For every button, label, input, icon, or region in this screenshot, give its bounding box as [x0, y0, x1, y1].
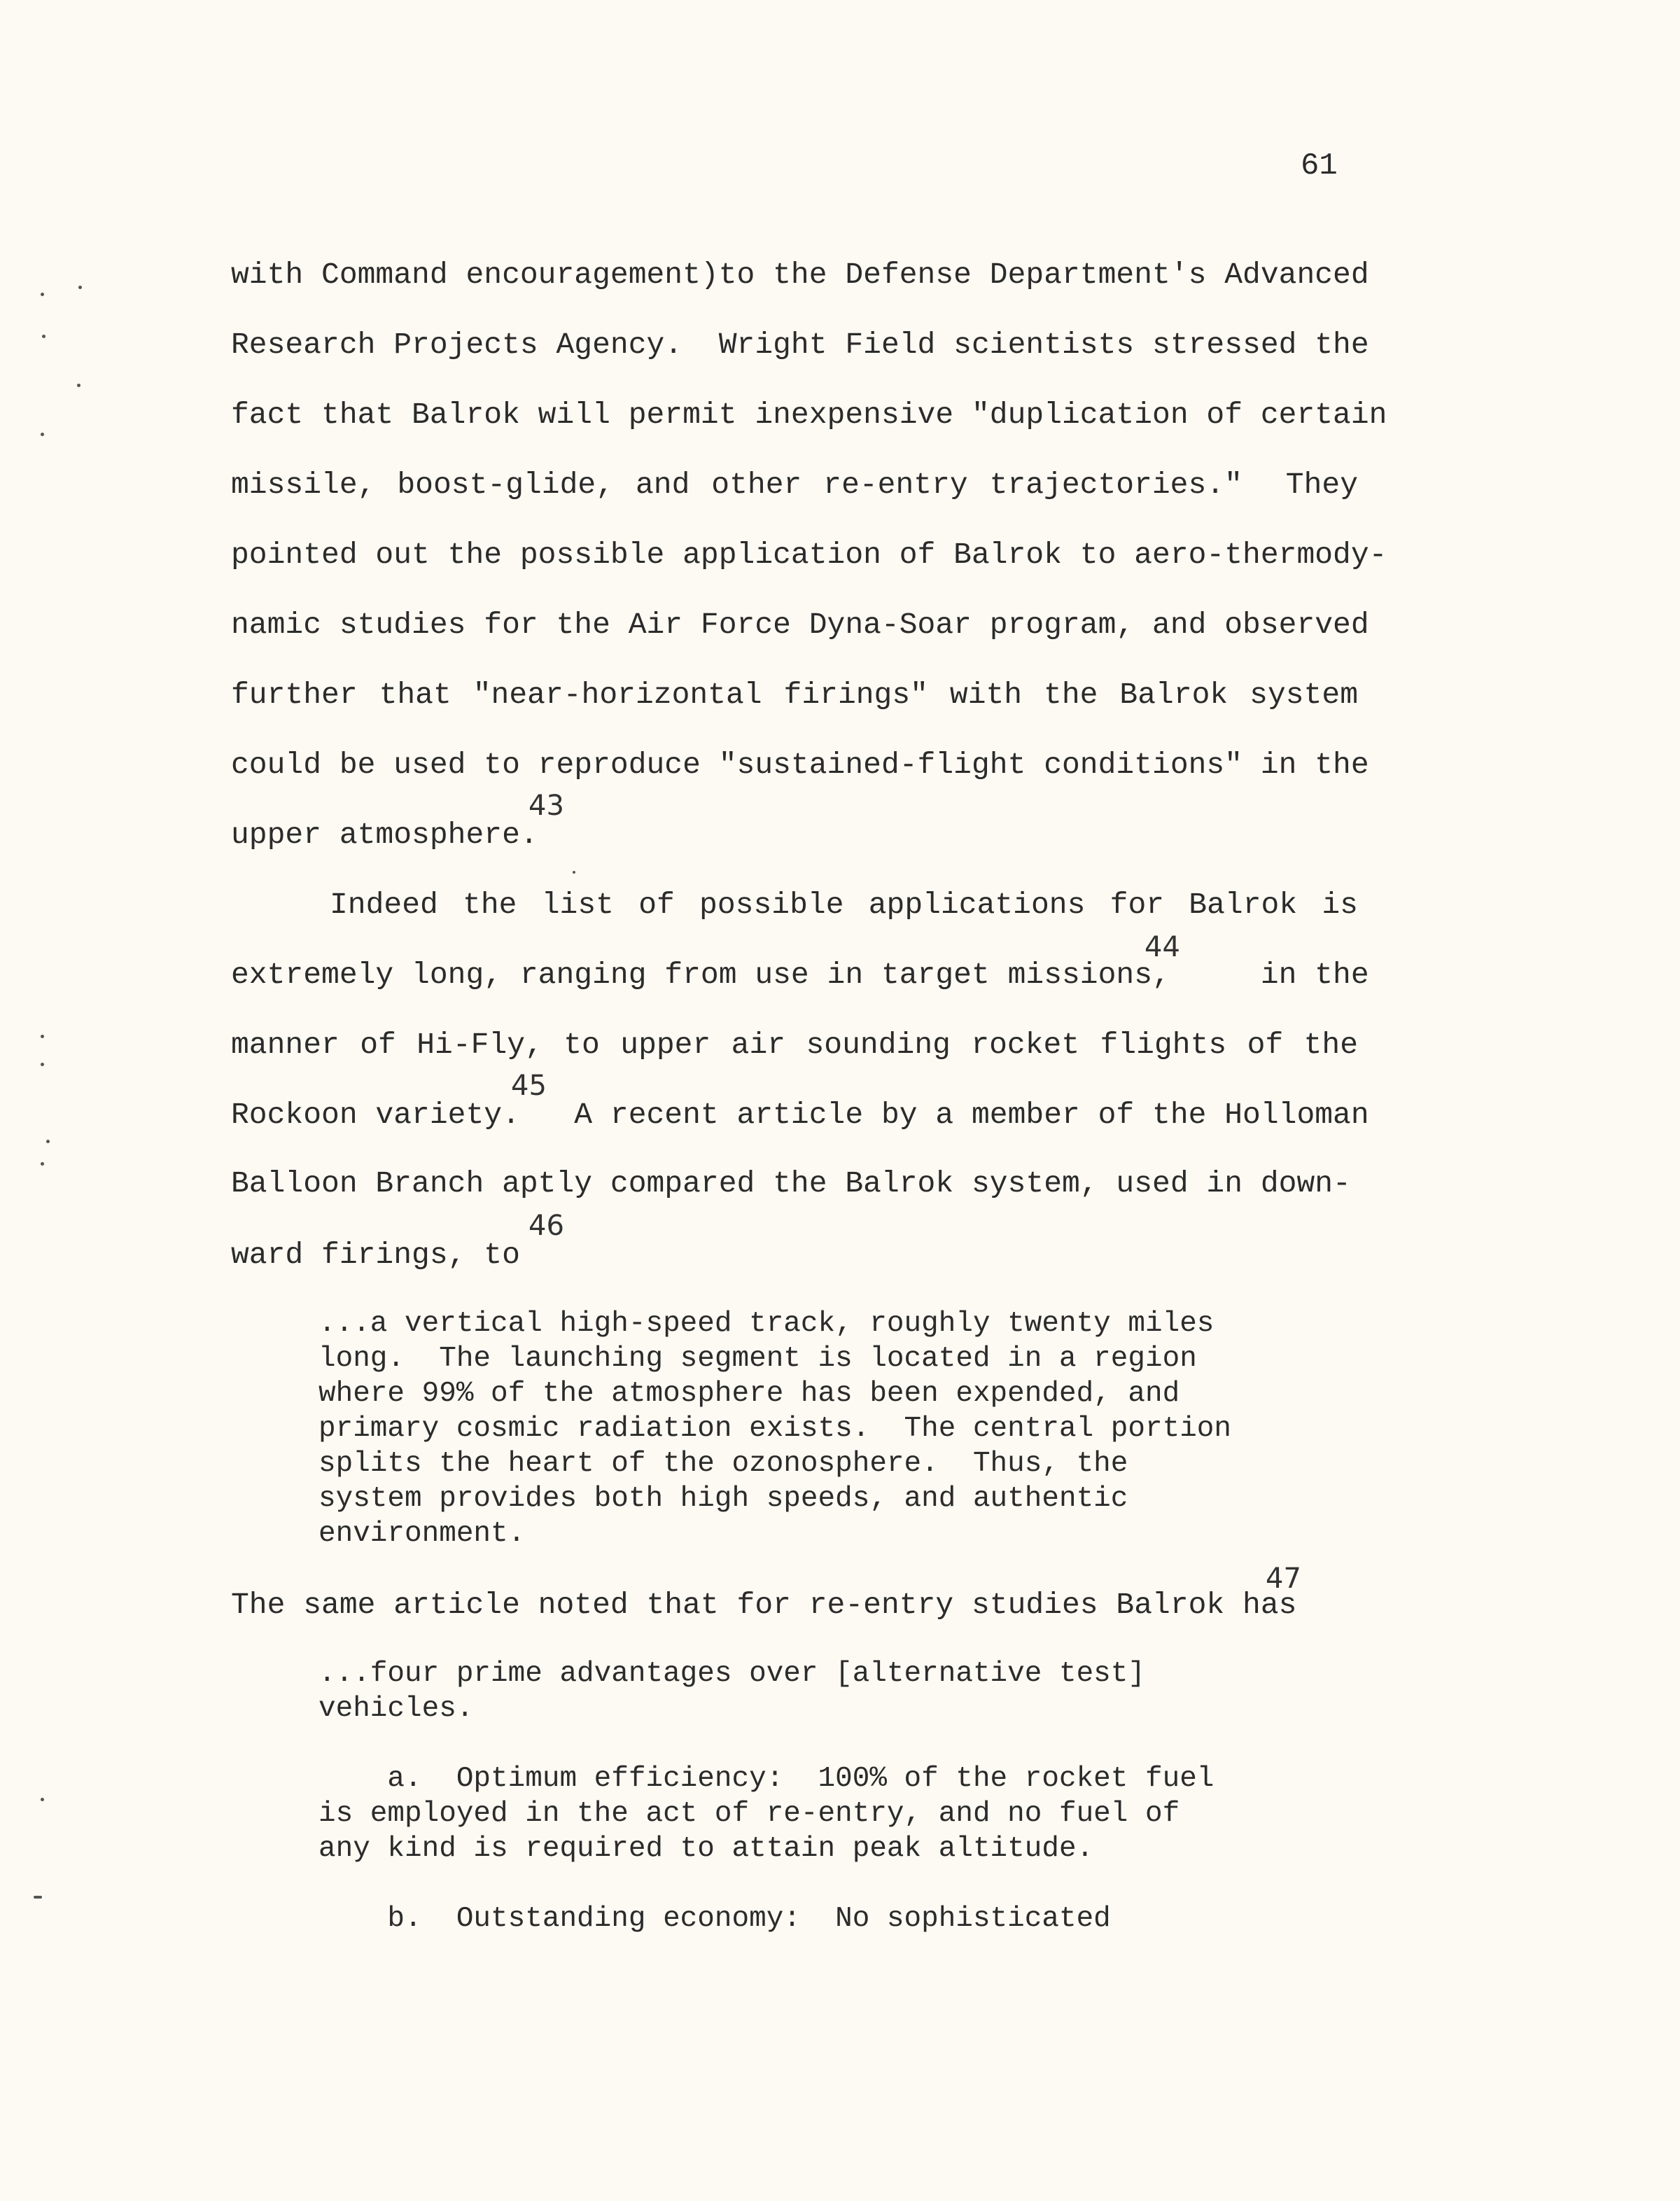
body-line: fact that Balrok will permit inexpensive "duplication of certain — [231, 398, 1387, 432]
footnote-marker-46: 46 — [528, 1210, 564, 1242]
body-line: Balloon Branch aptly compared the Balrok system, used in down- — [231, 1166, 1351, 1201]
margin-speck — [41, 433, 44, 436]
margin-speck — [34, 1896, 42, 1899]
footnote-marker-43: 43 — [528, 790, 564, 822]
quote-line: vehicles. — [318, 1693, 474, 1725]
body-line: Research Projects Agency. Wright Field scientists stressed the — [231, 328, 1369, 362]
quote-item-a: is employed in the act of re-entry, and no fuel of — [318, 1798, 1180, 1830]
body-line: with Command encouragement)to the Defense Department's Advanced — [231, 258, 1369, 292]
footnote-marker-47: 47 — [1266, 1563, 1301, 1595]
body-line: missile, boost-glide, and other re-entry trajectories." They — [231, 468, 1358, 502]
margin-speck — [573, 871, 575, 874]
margin-speck — [42, 335, 46, 338]
margin-speck — [41, 1035, 44, 1038]
quote-line: where 99% of the atmosphere has been expended, and — [318, 1378, 1180, 1410]
body-line: ward firings, to — [231, 1238, 520, 1272]
margin-speck — [41, 1063, 44, 1066]
body-line: manner of Hi-Fly, to upper air sounding rocket flights of the — [231, 1028, 1358, 1062]
quote-line: environment. — [318, 1518, 526, 1550]
margin-speck — [41, 1162, 44, 1166]
margin-speck — [78, 286, 82, 289]
margin-speck — [41, 1798, 44, 1801]
quote-line: long. The launching segment is located in a region — [318, 1343, 1197, 1375]
page-number: 61 — [1301, 148, 1338, 183]
quote-item-a: a. Optimum efficiency: 100% of the rocket fuel — [318, 1763, 1214, 1795]
quote-item-a: any kind is required to attain peak altitude. — [318, 1833, 1094, 1865]
quote-line: primary cosmic radiation exists. The central portion — [318, 1413, 1232, 1445]
body-line: The same article noted that for re-entry studies Balrok has — [231, 1588, 1297, 1622]
body-line: Indeed the list of possible applications for Balrok is — [231, 888, 1358, 922]
margin-speck — [77, 384, 80, 387]
body-line: extremely long, ranging from use in target missions, in the — [231, 958, 1369, 992]
margin-speck — [41, 293, 44, 296]
quote-line: splits the heart of the ozonosphere. Thus, the — [318, 1448, 1128, 1480]
margin-speck — [46, 1140, 50, 1143]
body-line: namic studies for the Air Force Dyna-Soar program, and observed — [231, 608, 1369, 642]
body-line: upper atmosphere. — [231, 818, 538, 852]
footnote-marker-44: 44 — [1144, 931, 1180, 963]
quote-item-b: b. Outstanding economy: No sophisticated — [318, 1903, 1111, 1935]
footnote-marker-45: 45 — [511, 1070, 547, 1102]
body-line: could be used to reproduce "sustained-flight conditions" in the — [231, 748, 1369, 782]
body-line: pointed out the possible application of Balrok to aero-thermody- — [231, 538, 1387, 572]
quote-line: ...a vertical high-speed track, roughly twenty miles — [318, 1308, 1214, 1340]
body-line: Rockoon variety. A recent article by a member of the Holloman — [231, 1098, 1369, 1132]
quote-line: system provides both high speeds, and authentic — [318, 1483, 1128, 1515]
quote-line: ...four prime advantages over [alternative test] — [318, 1658, 1145, 1690]
body-line: further that "near-horizontal firings" with the Balrok system — [231, 678, 1358, 712]
